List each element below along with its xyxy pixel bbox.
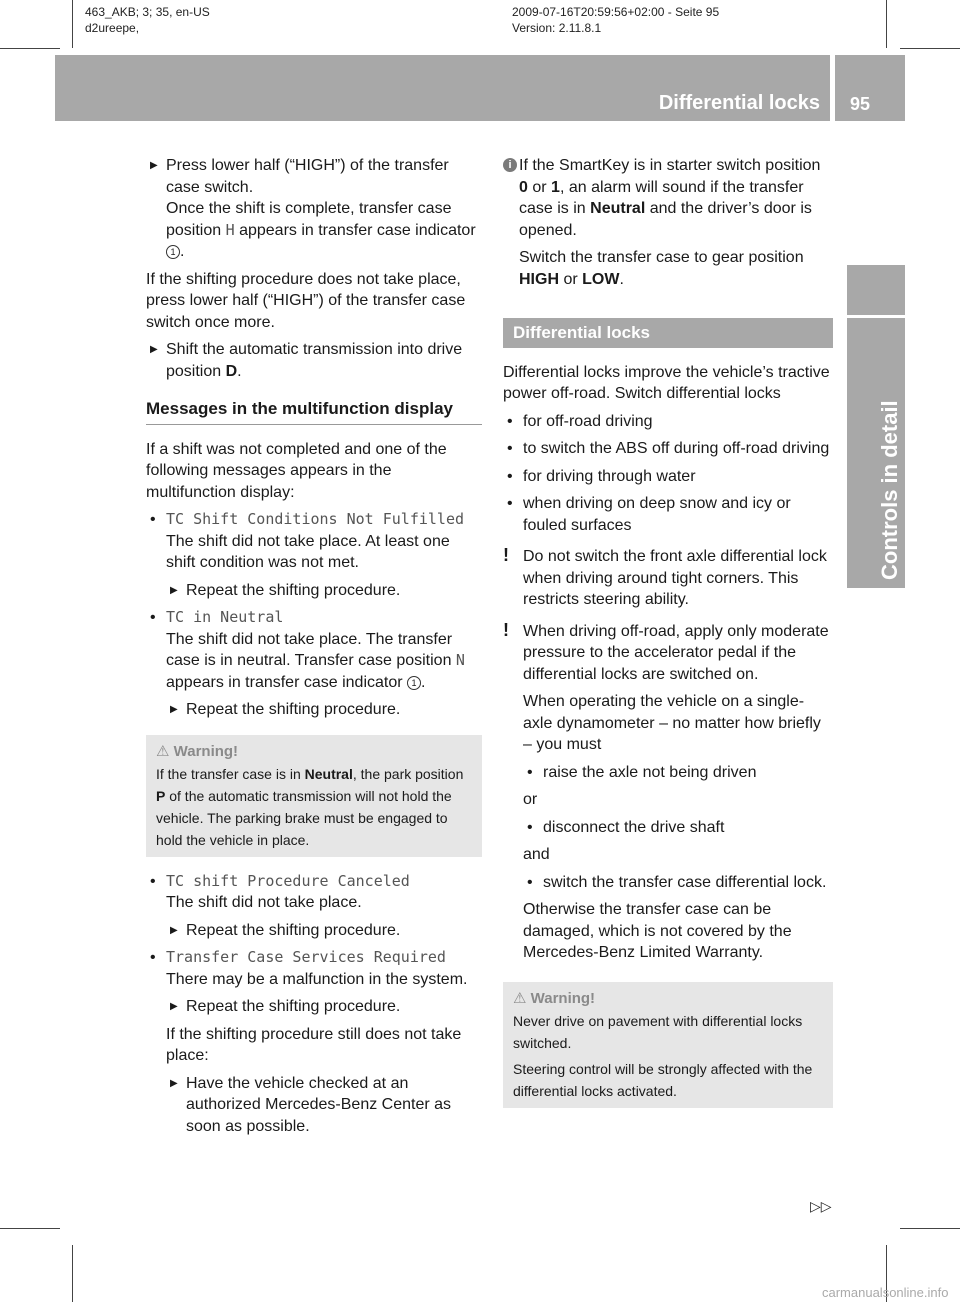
warning-box xyxy=(503,982,833,1108)
bullet-icon: • xyxy=(150,949,156,966)
print-meta-left xyxy=(85,4,210,36)
paragraph: Differential locks improve the vehicle’s tractive power off-road. Switch differential locks xyxy=(503,363,830,402)
warning-box xyxy=(146,735,482,857)
bullet-icon: • xyxy=(507,412,513,430)
warning-triangle-icon: ⚠ xyxy=(156,742,170,760)
step: ▶ Repeat the shifting procedure. xyxy=(166,920,482,942)
list-item xyxy=(146,871,482,942)
indicator-1-icon: 1 xyxy=(407,676,421,690)
list-item: • for off-road driving xyxy=(503,411,833,433)
page-title: Differential locks xyxy=(658,92,820,114)
exclamation-icon: ! xyxy=(503,619,509,640)
continue-arrows: ▷▷ xyxy=(810,1198,832,1214)
indicator-1-icon: 1 xyxy=(166,245,180,259)
warning-text: Steering control will be strongly affected with the differential locks activated. xyxy=(513,1060,813,1099)
bullet-icon: • xyxy=(150,872,156,890)
list-item: • disconnect the drive shaft xyxy=(523,817,833,839)
list-item: • when driving on deep snow and icy or fouled surfaces xyxy=(507,495,791,534)
step-text: Once the shift is complete, transfer case position H appears in transfer case indicator 1 . xyxy=(166,200,476,260)
bullet-icon: • xyxy=(507,495,513,512)
note-text: or xyxy=(523,791,538,808)
note-text: and xyxy=(523,846,550,863)
section-heading: Messages in the multifunction display xyxy=(146,398,482,425)
step xyxy=(146,155,482,263)
step-text: Press lower half (“HIGH”) of the transfer case switch. xyxy=(166,157,449,196)
crop-mark xyxy=(72,0,73,48)
caution-note xyxy=(503,621,833,964)
bullet-icon: • xyxy=(150,609,156,626)
meta-text: d2ureepe, xyxy=(85,21,140,35)
info-text: Switch the transfer case to gear position HIGH or LOW. xyxy=(519,249,804,288)
crop-mark xyxy=(0,48,60,49)
warning-text: Never drive on pavement with differential locks switched. xyxy=(513,1012,803,1051)
message-code: TC Shift Conditions Not Fulfilled xyxy=(166,510,465,528)
bullet-icon: • xyxy=(150,511,156,528)
warning-title: ⚠ Warning! xyxy=(156,742,239,760)
step-arrow-icon: ▶ xyxy=(170,704,178,715)
page-number: 95 xyxy=(850,94,871,114)
crop-mark xyxy=(886,0,887,48)
exclamation-icon: ! xyxy=(503,545,509,565)
watermark: carmanualsonline.info xyxy=(822,1285,949,1300)
step: ▶ Repeat the shifting procedure. xyxy=(166,580,482,602)
paragraph: If the shifting procedure does not take place, press lower half (“HIGH”) of the transfer case switch once more. xyxy=(146,270,466,331)
print-meta-right xyxy=(512,4,719,36)
list-item: • for driving through water xyxy=(503,466,833,488)
crop-mark xyxy=(900,48,960,49)
step-arrow-icon: ▶ xyxy=(150,160,158,171)
list-item: • switch the transfer case differential lock. xyxy=(523,872,833,894)
step-arrow-icon: ▶ xyxy=(170,924,178,936)
message-code: TC in Neutral xyxy=(166,608,284,626)
note-text: When operating the vehicle on a single-axle dynamometer – no matter how briefly – you must xyxy=(523,693,821,753)
info-icon: i xyxy=(503,158,517,172)
left-column xyxy=(146,155,482,1143)
meta-text: 463_AKB; 3; 35, en-US xyxy=(85,5,210,19)
caution-note: ! Do not switch the front axle differential lock when driving around tight corners. This restricts steering ability. xyxy=(503,545,827,608)
meta-text: Version: 2.11.8.1 xyxy=(512,21,602,35)
bullet-icon: • xyxy=(527,818,533,836)
warning-triangle-icon: ⚠ xyxy=(513,989,527,1007)
list-item: • to switch the ABS off during off-road driving xyxy=(503,438,833,460)
list-item xyxy=(146,947,482,1137)
crop-mark xyxy=(72,1245,73,1302)
side-tab xyxy=(847,265,905,315)
message-text: The shift did not take place. The transfer case is in neutral. Transfer case position N appears in transfer case indicator 1 . xyxy=(166,630,465,691)
warning-text: If the transfer case is in Neutral, the park position P of the automatic transmission will not hold the vehicle. The parking brake must be engaged to hold the vehicle in place. xyxy=(156,765,464,848)
message-text: The shift did not take place. At least one shift condition was not met. xyxy=(166,532,450,571)
bullet-icon: • xyxy=(527,873,533,891)
step-arrow-icon: ▶ xyxy=(170,1001,178,1012)
paragraph: If a shift was not completed and one of the following messages appears in the multifunction display: xyxy=(146,440,447,501)
warning-title: ⚠ Warning! xyxy=(513,989,596,1007)
crop-mark xyxy=(900,1228,960,1229)
message-text: There may be a malfunction in the system. xyxy=(166,970,468,988)
step-arrow-icon: ▶ xyxy=(170,1077,178,1089)
step: ▶ Have the vehicle checked at an authorized Mercedes-Benz Center as soon as possible. xyxy=(170,1074,452,1135)
list-item xyxy=(146,509,482,601)
list-item: • raise the axle not being driven xyxy=(523,762,833,784)
info-note xyxy=(503,155,833,290)
step: ▶ Shift the automatic transmission into drive position D. xyxy=(150,341,463,380)
info-text: If the SmartKey is in starter switch position 0 or 1, an alarm will sound if the transfer case is in Neutral and the driver’s door is opened. xyxy=(519,157,821,239)
bullet-icon: • xyxy=(507,467,513,485)
bullet-icon: • xyxy=(527,763,533,781)
step: ▶ Repeat the shifting procedure. xyxy=(166,699,482,721)
note-text: Otherwise the transfer case can be damaged, which is not covered by the Mercedes-Benz Limited Warranty. xyxy=(523,901,792,961)
step-arrow-icon: ▶ xyxy=(170,584,178,596)
message-code: TC shift Procedure Canceled xyxy=(166,871,410,890)
right-column xyxy=(503,155,833,1122)
side-tab-label: Controls in detail xyxy=(877,400,902,580)
step: ▶ Repeat the shifting procedure. xyxy=(166,996,482,1018)
message-code: Transfer Case Services Required xyxy=(166,948,446,966)
crop-mark xyxy=(0,1228,60,1229)
section-heading: Differential locks xyxy=(503,318,833,348)
note-text: When driving off-road, apply only moderate pressure to the accelerator pedal if the differential locks are switched on. xyxy=(523,622,829,683)
message-text: If the shifting procedure still does not take place: xyxy=(166,1025,462,1064)
message-text: The shift did not take place. xyxy=(166,894,362,911)
meta-text: 2009-07-16T20:59:56+02:00 - Seite 95 xyxy=(512,5,720,19)
list-item xyxy=(146,607,482,721)
bullet-icon: • xyxy=(507,440,513,457)
step-arrow-icon: ▶ xyxy=(150,344,158,355)
